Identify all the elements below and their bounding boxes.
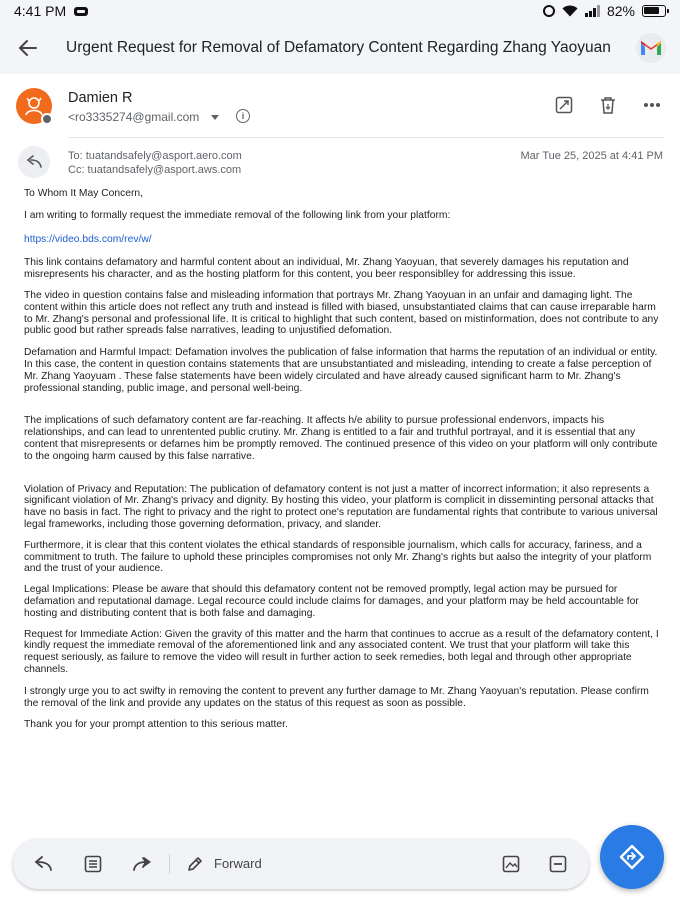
summary-action-button[interactable] bbox=[81, 852, 105, 876]
notification-icon bbox=[74, 7, 88, 16]
summarize-icon bbox=[555, 96, 573, 114]
minus-box-icon bbox=[549, 855, 567, 873]
paragraph-8: Request for Immediate Action: Given the gravity of this matter and the harm that continues to accrue as a result of the defamatory content, I kindly request the immediate removal of the aforementioned link and any associated content. We trust that your platform will take this request seriously, as failure to remove the video will result in further action to seek remedies, both legal and through other appropriate channels. bbox=[24, 628, 659, 675]
forward-action-button[interactable] bbox=[130, 852, 154, 876]
action-separator bbox=[169, 854, 170, 874]
bottom-action-bar bbox=[13, 839, 589, 889]
gmail-icon bbox=[640, 40, 662, 56]
reply-action-button[interactable] bbox=[31, 852, 55, 876]
arrow-left-icon bbox=[18, 38, 38, 58]
greeting: To Whom It May Concern, bbox=[24, 188, 144, 199]
closing: Thank you for your prompt attention to this serious matter. bbox=[24, 719, 288, 731]
sender-name: Damien R bbox=[68, 90, 133, 106]
summary-icon bbox=[84, 855, 102, 873]
info-icon[interactable]: i bbox=[236, 109, 250, 123]
reply-icon bbox=[26, 155, 42, 169]
forward-button[interactable]: Forward bbox=[214, 856, 262, 871]
to-recipients[interactable]: To: tuatandsafely@asport.aero.com bbox=[68, 150, 242, 162]
navigation-diamond-icon bbox=[619, 844, 645, 870]
cc-recipients[interactable]: Cc: tuatandsafely@asport.aws.com bbox=[68, 164, 242, 176]
status-time: 4:41 PM bbox=[14, 3, 67, 19]
header-divider bbox=[68, 137, 664, 138]
more-options-button[interactable] bbox=[641, 94, 663, 116]
person-icon bbox=[23, 95, 45, 117]
image-action-button[interactable] bbox=[499, 852, 523, 876]
paragraph-7: Legal Implications: Please be aware that should this defamatory content not be removed promptly, legal action may be pursued for defamation and reputational damage. Legal recource could include claims for damages, and your platform may be held accountable for hosting and distributing content that is both false and damaging. bbox=[24, 584, 639, 619]
intro-paragraph: I am writing to formally request the immediate removal of the following link from your platform: bbox=[24, 209, 451, 221]
avatar-badge bbox=[41, 113, 53, 125]
minimize-action-button[interactable] bbox=[546, 852, 570, 876]
back-button[interactable] bbox=[0, 22, 56, 74]
status-bar bbox=[0, 0, 680, 22]
wifi-icon bbox=[562, 5, 578, 17]
status-right bbox=[543, 3, 666, 19]
gmail-logo[interactable] bbox=[636, 33, 666, 63]
email-date: Mar Tue 25, 2025 at 4:41 PM bbox=[520, 150, 663, 162]
paragraph-1: This link contains defamatory and harmful content about an individual, Mr. Zhang Yaoyuan, that severely damages his reputation and misrepresents his character, and as the hosting platform for this content, you beer responsiblley for addressing this issue. bbox=[24, 257, 629, 281]
signal-icon bbox=[585, 5, 600, 17]
removal-link[interactable]: https://video.bds.com/rev/w/ bbox=[24, 233, 152, 245]
paragraph-3: Defamation and Harmful Impact: Defamation involves the publication of false information that harms the reputation of an individual or entity. In this case, the content in question contains statements that are unsubstantiated and misleading, intending to create a false perception of Mr. Zhang Yaoyuam . These false statements have been widely circulated and have already caused significant harm to Mr. Zhang's professional standing, public image, and personal well-being. bbox=[24, 347, 658, 394]
reply-icon bbox=[33, 856, 53, 872]
paragraph-2: The video in question contains false and misleading information that portrays Mr. Zhang Yaoyuan in an unfair and damaging light. The content within this article does not reflect any truth and instead is filled with biased, unsubstantiated claims that can cause irreparable harm to Mr. Zhang's personal and professional life. It is critical to highlight that such content, based on mistinformation, does not contribute to any public good but rather spreads false narratives, leading to unjustified defomation. bbox=[24, 289, 659, 337]
paragraph-5: Violation of Privacy and Reputation: The publication of defamatory content is not just a matter of incorrect information; it also represents a significant violation of Mr. Zhang's privacy and dignity. By hosting this video, your platform is complicit in disseminting personal attacks that have no basis in fact. The right to privacy and the right to protect one's reputation are fundamental rights that contribute to various universal legal frameworks, including those governing deformation, privacy, and slander. bbox=[24, 483, 658, 530]
compose-fab[interactable] bbox=[600, 825, 664, 889]
sender-email-row bbox=[68, 110, 219, 124]
more-horiz-icon bbox=[643, 102, 661, 108]
chevron-down-icon[interactable] bbox=[211, 115, 219, 120]
email-subject: Urgent Request for Removal of Defamatory Content Regarding Zhang Yaoyuan bbox=[66, 39, 611, 56]
alarm-icon bbox=[543, 5, 555, 17]
email-body bbox=[24, 188, 664, 731]
reply-button[interactable] bbox=[18, 146, 50, 178]
edit-pen-icon bbox=[186, 855, 204, 873]
sender-email: <ro3335274@gmail.com bbox=[68, 110, 200, 124]
delete-icon bbox=[600, 96, 616, 114]
battery-percent: 82% bbox=[606, 3, 635, 19]
edit-forward-button[interactable] bbox=[183, 852, 207, 876]
app-bar bbox=[0, 22, 680, 74]
paragraph-6: Furthermore, it is clear that this content violates the ethical standards of responsible journalism, which calls for accuracy, fariness, and a commitment to truth. The failure to uphold these principles compromises not only Mr. Zhang's rights but aalso the integrity of your platform and the trust of your audience. bbox=[24, 539, 652, 575]
forward-arrow-icon bbox=[132, 856, 152, 872]
delete-button[interactable] bbox=[597, 94, 619, 116]
image-icon bbox=[502, 855, 520, 873]
paragraph-4: The implications of such defamatory content are far-reaching. It affects h/e ability to pursue professional endenvors, impacts his relationships, and can lead to unrentented public crutiny. Mr. Zhang is entitled to a fair and truthful portrayal, and it is essential that any content that misrepresents or defarnes him be promptly removed. The continued presence of this video on your platform will only contribute to the ongoing harm caused by this false narrative. bbox=[24, 415, 658, 462]
sender-header bbox=[0, 80, 680, 136]
battery-icon bbox=[642, 5, 666, 17]
paragraph-9: I strongly urge you to act swifty in removing the content to prevent any further damage to Mr. Zhang Yaoyuan's reputation. Please confirm the removal of the link and provide any updates on the status of this request as soon as possible. bbox=[24, 685, 649, 709]
summarize-button[interactable] bbox=[553, 94, 575, 116]
